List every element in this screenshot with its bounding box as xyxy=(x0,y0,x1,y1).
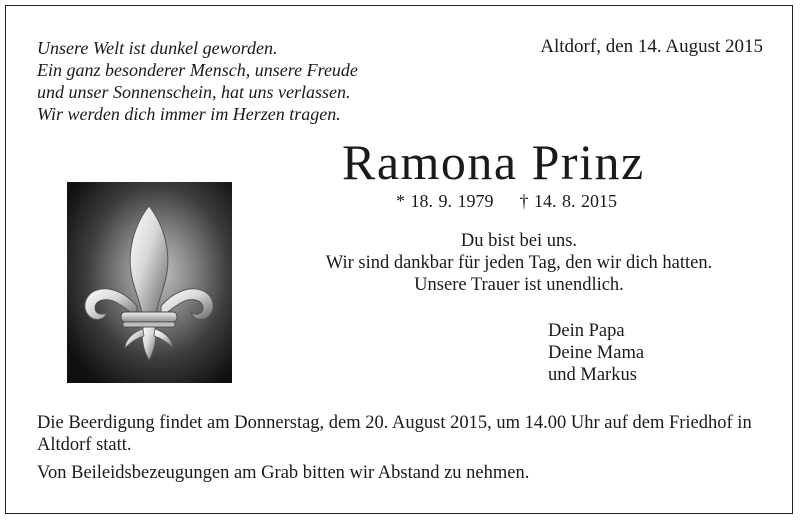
poem-line: Wir werden dich immer im Herzen tragen. xyxy=(37,104,341,124)
deceased-name: Ramona Prinz xyxy=(342,134,645,190)
poem-line: und unser Sonnenschein, hat uns verlassen. xyxy=(37,82,351,102)
place-and-date: Altdorf, den 14. August 2015 xyxy=(540,36,763,57)
message-line: Wir sind dankbar für jeden Tag, den wir dich hatten. xyxy=(325,253,713,273)
mourner: Deine Mama xyxy=(548,343,645,363)
message-line: Du bist bei uns. xyxy=(460,231,578,251)
poem xyxy=(37,37,358,125)
funeral-details: Die Beerdigung findet am Donnerstag, dem 20. August 2015, um 14.00 Uhr auf dem Friedhof in Altdorf statt. xyxy=(37,413,752,455)
life-dates xyxy=(396,190,617,212)
mourner: Dein Papa xyxy=(548,321,625,341)
birth-date: * 18. 9. 1979 xyxy=(396,191,494,211)
condolence-request: Von Beileidsbezeugungen am Grab bitten wir Abstand zu nehmen. xyxy=(37,463,530,483)
mourner: und Markus xyxy=(548,365,637,385)
mourners-list xyxy=(548,320,644,386)
funeral-information xyxy=(37,412,767,484)
emblem-image xyxy=(67,182,232,383)
poem-line: Ein ganz besonderer Mensch, unsere Freude xyxy=(37,60,358,80)
fleur-de-lis-icon xyxy=(67,182,232,383)
death-date: † 14. 8. 2015 xyxy=(519,191,617,211)
poem-line: Unsere Welt ist dunkel geworden. xyxy=(37,38,278,58)
message-line: Unsere Trauer ist unendlich. xyxy=(414,275,624,295)
remembrance-message xyxy=(262,230,776,296)
